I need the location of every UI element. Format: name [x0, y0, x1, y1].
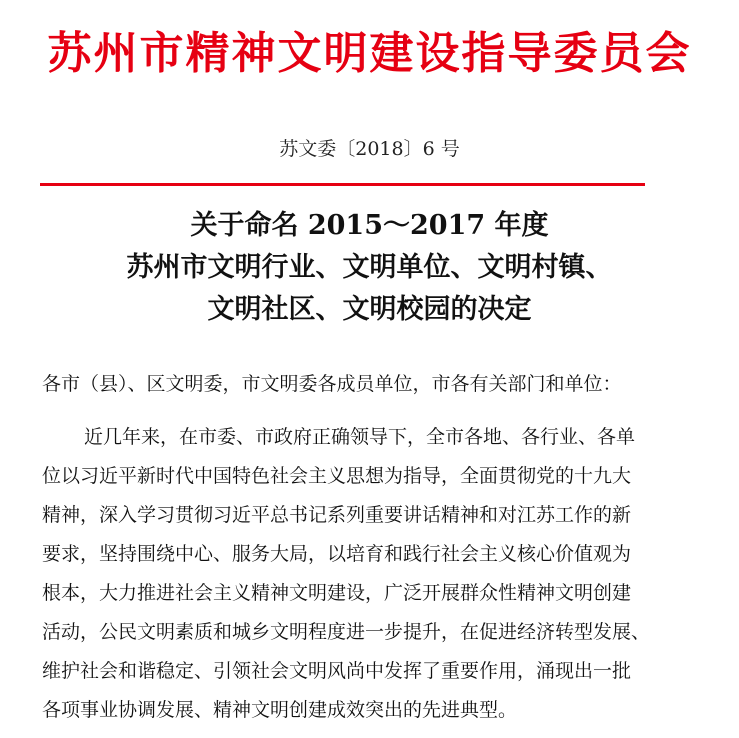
issuing-organization-title: 苏州市精神文明建设指导委员会	[47, 28, 692, 79]
document-title-line: 关于命名 2015～2017 年度	[190, 210, 549, 241]
body-text-line: 位以习近平新时代中国特色社会主义思想为指导，全面贯彻党的十九大	[42, 465, 632, 487]
body-paragraph	[42, 418, 722, 730]
document-title-line: 文明社区、文明校园的决定	[207, 294, 532, 325]
document-number: 苏文委〔2018〕6 号	[279, 138, 460, 160]
salutation-line: 各市（县）、区文明委，市文明委各成员单位，市各有关部门和单位：	[42, 373, 622, 395]
red-header-rule	[40, 183, 645, 186]
body-text-line: 维护社会和谐稳定、引领社会文明风尚中发挥了重要作用，涌现出一批	[42, 660, 632, 682]
body-text-line: 各项事业协调发展、精神文明创建成效突出的先进典型。	[42, 699, 518, 721]
document-title-line: 苏州市文明行业、文明单位、文明村镇、	[126, 252, 613, 283]
body-text-line: 精神，深入学习贯彻习近平总书记系列重要讲话精神和对江苏工作的新	[42, 504, 632, 526]
document-title	[0, 205, 739, 331]
body-text-line: 活动，公民文明素质和城乡文明程度进一步提升，在促进经济转型发展、	[42, 621, 651, 643]
body-text-line: 要求，坚持围绕中心、服务大局，以培育和践行社会主义核心价值观为	[42, 543, 632, 565]
body-text-line: 近几年来，在市委、市政府正确领导下，全市各地、各行业、各单	[84, 426, 636, 448]
body-text-line: 根本，大力推进社会主义精神文明建设，广泛开展群众性精神文明创建	[42, 582, 632, 604]
